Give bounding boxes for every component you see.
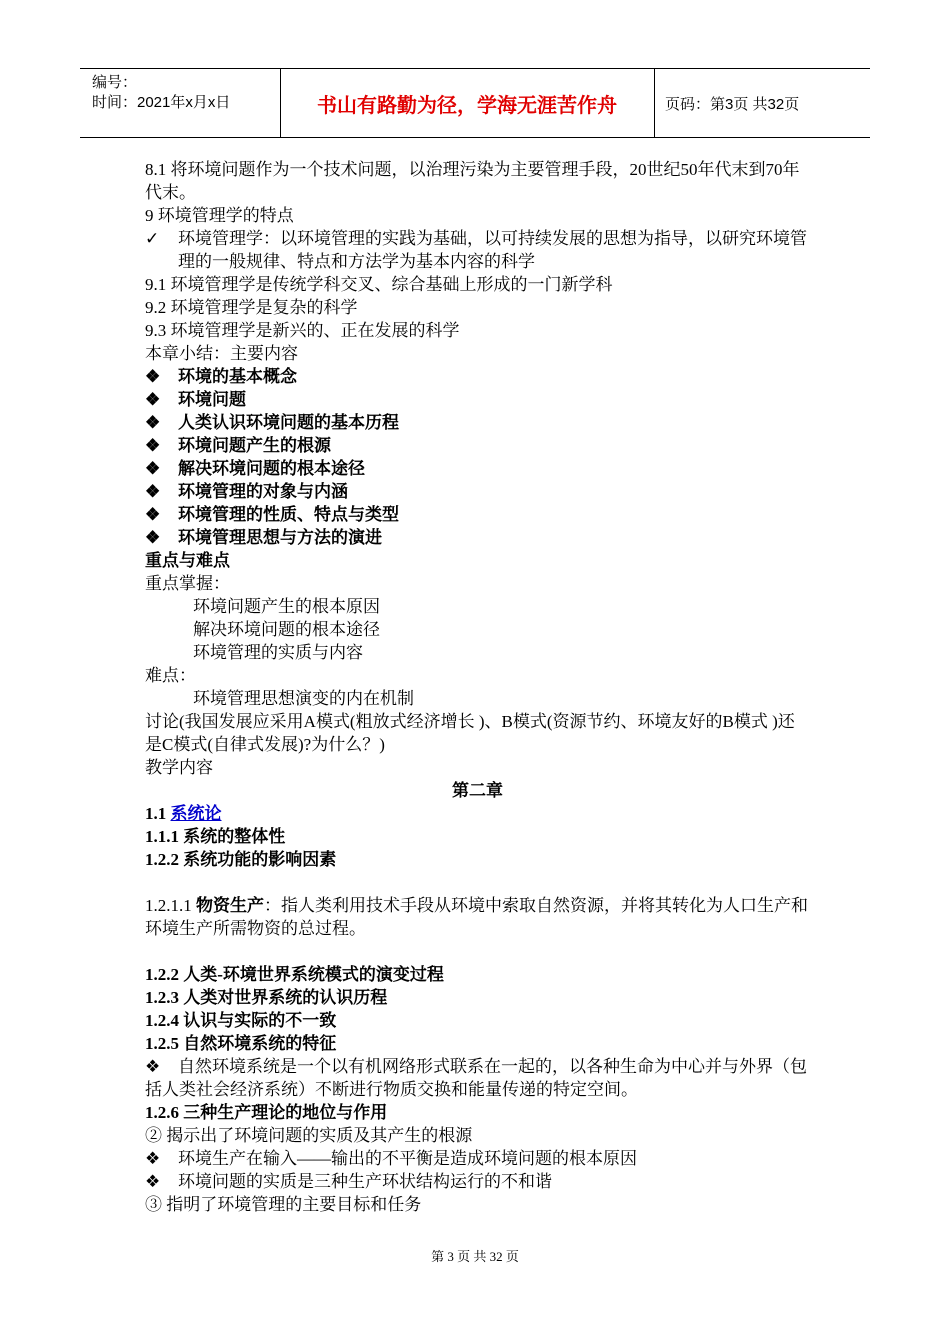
term: 物资生产 (196, 896, 264, 915)
system-theory-link[interactable]: 系统论 (170, 804, 222, 823)
bullet-paragraph: ❖ 自然环境系统是一个以有机网络形式联系在一起的，以各种生命为中心并与外界（包括人类社会经济系统）不断进行物质交换和能量传递的特定空间。 (145, 1057, 807, 1099)
summary-item: ❖ 解决环境问题的根本途径 (145, 459, 365, 478)
text-line: 本章小结：主要内容 (145, 344, 298, 363)
section-heading: 1.1.1 系统的整体性 (145, 827, 286, 846)
text-line: 重点掌握： (145, 574, 230, 593)
summary-item: ❖ 环境问题 (145, 390, 246, 409)
text-line: 8.1 将环境问题作为一个技术问题，以治理污染为主要管理手段，20世纪50年代末到70年代末。 (145, 160, 800, 202)
checkmark-icon: ✓ (145, 229, 160, 248)
section-heading: 1.2.6 三种生产理论的地位与作用 (145, 1103, 388, 1122)
summary-item: ❖ 环境管理的对象与内涵 (145, 482, 348, 501)
summary-item: ❖ 环境问题产生的根源 (145, 436, 331, 455)
chapter-title: 第二章 (452, 781, 503, 800)
key-point: 环境管理的实质与内容 (193, 643, 363, 662)
text-line: 9.1 环境管理学是传统学科交叉、综合基础上形成的一门新学科 (145, 275, 613, 294)
summary-item: ❖ 人类认识环境问题的基本历程 (145, 413, 399, 432)
bullet-item: ❖ 环境问题的实质是三种生产环状结构运行的不和谐 (145, 1172, 552, 1191)
diamond-bullet-icon: ❖ (145, 528, 161, 547)
text-line: 教学内容 (145, 758, 213, 777)
section-heading: 重点与难点 (145, 551, 230, 570)
summary-item: ❖ 环境管理的性质、特点与类型 (145, 505, 399, 524)
section-heading: 1.2.2 人类-环境世界系统模式的演变过程 (145, 965, 444, 984)
key-point: 解决环境问题的根本途径 (193, 620, 380, 639)
text-line: ② 揭示出了环境问题的实质及其产生的根源 (145, 1126, 473, 1145)
diamond-bullet-icon: ❖ (145, 1057, 161, 1076)
diamond-bullet-icon: ❖ (145, 459, 161, 478)
summary-item: ❖ 环境的基本概念 (145, 367, 297, 386)
spacer (145, 871, 810, 894)
page-header (80, 68, 870, 138)
text-line: 9.3 环境管理学是新兴的、正在发展的科学 (145, 321, 460, 340)
diamond-bullet-icon: ❖ (145, 482, 161, 501)
text-line: 9.2 环境管理学是复杂的科学 (145, 298, 358, 317)
diamond-bullet-icon: ❖ (145, 413, 161, 432)
doc-date-label: 时间：2021年x月x日 (92, 94, 231, 111)
doc-number-label: 编号： (92, 74, 138, 91)
diamond-bullet-icon: ❖ (145, 505, 161, 524)
spacer (145, 940, 810, 963)
checkmark-item (145, 227, 810, 273)
discussion-text: 讨论(我国发展应采用A模式(粗放式经济增长 )、B模式(资源节约、环境友好的B模式 )还是C模式(自律式发展)?为什么？) (145, 712, 795, 754)
diamond-bullet-icon: ❖ (145, 367, 161, 386)
section-heading: 1.2.5 自然环境系统的特征 (145, 1034, 337, 1053)
header-motto: 书山有路勤为径，学海无涯苦作舟 (280, 69, 655, 137)
section-heading: 1.2.2 系统功能的影响因素 (145, 850, 337, 869)
item-text: 环境管理学：以环境管理的实践为基础，以可持续发展的思想为指导，以研究环境管理的一般规律、特点和方法学为基本内容的科学 (178, 229, 807, 271)
text-line: 难点： (145, 666, 196, 685)
bullet-item: ❖ 环境生产在输入——输出的不平衡是造成环境问题的根本原因 (145, 1149, 637, 1168)
section-heading: 9 环境管理学的特点 (145, 206, 294, 225)
definition-paragraph: 1.2.1.1 物资生产：指人类利用技术手段从环境中索取自然资源，并将其转化为人口生产和环境生产所需物资的总过程。 (145, 896, 808, 938)
section-heading: 1.2.3 人类对世界系统的认识历程 (145, 988, 388, 1007)
difficulty-point: 环境管理思想演变的内在机制 (193, 689, 414, 708)
summary-item: ❖ 环境管理思想与方法的演进 (145, 528, 382, 547)
key-point: 环境问题产生的根本原因 (193, 597, 380, 616)
diamond-bullet-icon: ❖ (145, 436, 161, 455)
header-meta (80, 69, 281, 137)
text-line: ③ 指明了环境管理的主要目标和任务 (145, 1195, 422, 1214)
header-page-number: 页码：第3页 共32页 (665, 95, 800, 113)
document-body (145, 158, 810, 1216)
section-heading: 1.2.4 认识与实际的不一致 (145, 1011, 337, 1030)
section-heading: 1.1 系统论 (145, 804, 222, 823)
diamond-bullet-icon: ❖ (145, 390, 161, 409)
page-footer: 第 3 页 共 32 页 (431, 1249, 519, 1264)
diamond-bullet-icon: ❖ (145, 1149, 161, 1168)
diamond-bullet-icon: ❖ (145, 1172, 161, 1191)
